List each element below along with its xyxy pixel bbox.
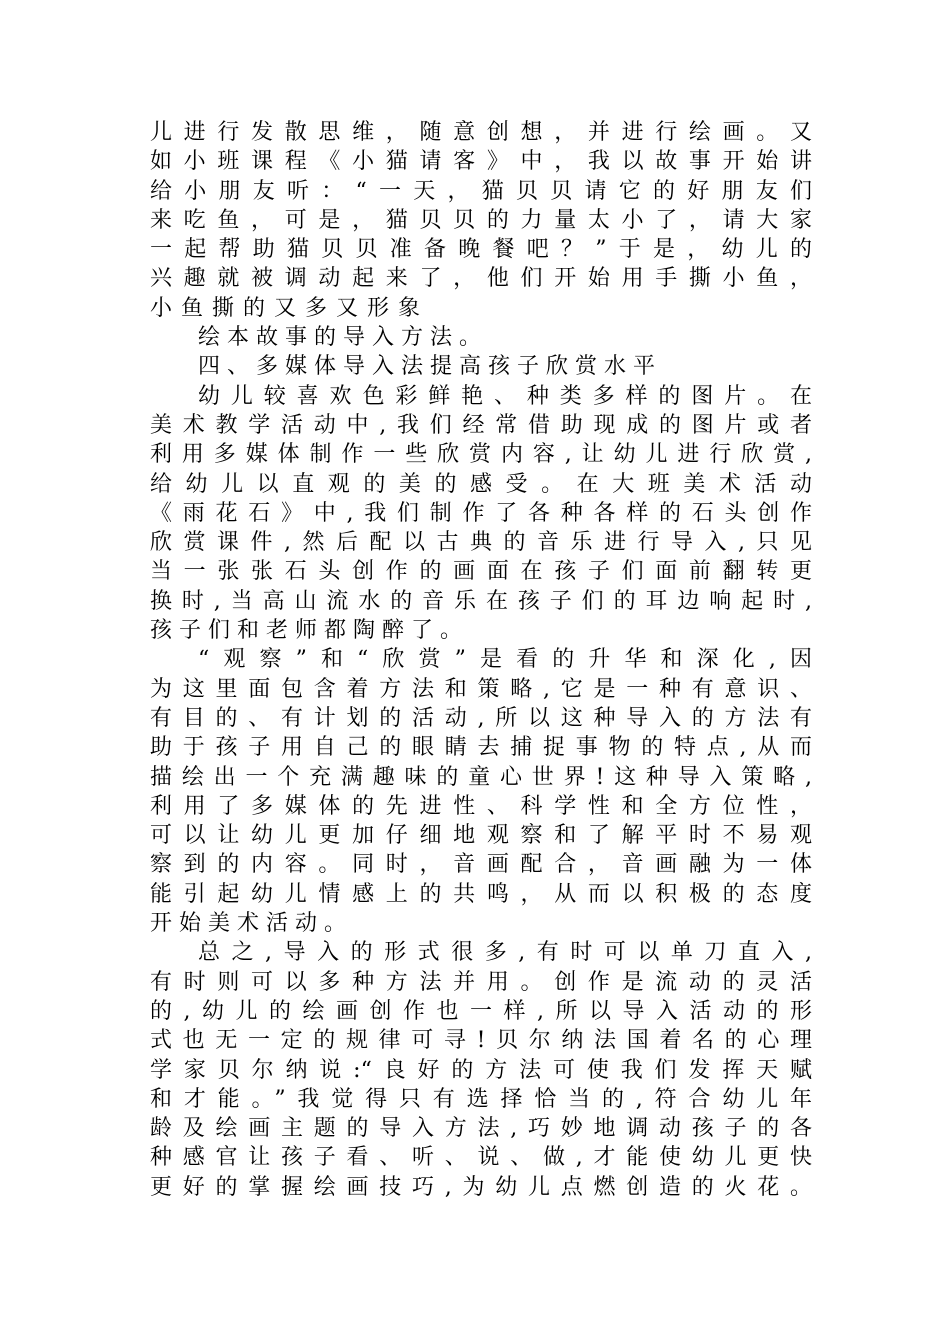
text-line: 的,幼儿的绘画创作也一样,所以导入活动的形 — [150, 998, 812, 1024]
text-line: 利用了多媒体的先进性、科学性和全方位性， — [150, 793, 812, 819]
section-heading: 四、多媒体导入法提高孩子欣赏水平 — [198, 354, 663, 380]
text-line: 更好的掌握绘画技巧,为幼儿点燃创造的火花。 — [150, 1174, 812, 1200]
text-line: 如小班课程《小猫请客》中，我以故事开始讲 — [150, 149, 812, 175]
text-line: 小鱼撕的又多又形象 — [150, 295, 430, 321]
text-line: 和才能。”我觉得只有选择恰当的,符合幼儿年 — [150, 1086, 812, 1112]
text-line: 为这里面包含着方法和策略,它是一种有意识、 — [150, 676, 812, 702]
text-line: 换时,当高山流水的音乐在孩子们的耳边响起时, — [150, 588, 812, 614]
text-line: 美术教学活动中,我们经常借助现成的图片或者 — [150, 412, 812, 438]
text-line: “观察”和“欣赏”是看的升华和深化,因 — [198, 647, 812, 673]
text-line: 有目的、有计划的活动,所以这种导入的方法有 — [150, 705, 812, 731]
text-line: 种感官让孩子看、听、说、做,才能使幼儿更快 — [150, 1145, 812, 1171]
text-line: 《雨花石》中,我们制作了各种各样的石头创作 — [150, 500, 812, 526]
body-text — [150, 118, 812, 1202]
text-line: 利用多媒体制作一些欣赏内容,让幼儿进行欣赏, — [150, 442, 812, 468]
text-line: 孩子们和老师都陶醉了。 — [150, 618, 470, 644]
text-line: 一起帮助猫贝贝准备晚餐吧？”于是，幼儿的 — [150, 237, 812, 263]
text-line: 欣赏课件,然后配以古典的音乐进行导入,只见 — [150, 530, 812, 556]
text-line: 绘本故事的导入方法。 — [198, 325, 489, 351]
text-line: 开始美术活动。 — [150, 911, 354, 937]
text-line: 兴趣就被调动起来了，他们开始用手撕小鱼， — [150, 266, 812, 292]
text-line: 学家贝尔纳说:“良好的方法可使我们发挥天赋 — [150, 1057, 812, 1083]
text-line: 描绘出一个充满趣味的童心世界!这种导入策略, — [150, 764, 812, 790]
text-line: 总之,导入的形式很多,有时可以单刀直入, — [198, 940, 812, 966]
text-line: 给小朋友听：“一天，猫贝贝请它的好朋友们 — [150, 178, 812, 204]
text-line: 有时则可以多种方法并用。创作是流动的灵活 — [150, 969, 812, 995]
text-line: 儿进行发散思维，随意创想，并进行绘画。又 — [150, 120, 812, 145]
text-line: 给幼儿以直观的美的感受。在大班美术活动 — [150, 471, 812, 497]
text-line: 龄及绘画主题的导入方法,巧妙地调动孩子的各 — [150, 1116, 812, 1142]
text-line: 来吃鱼，可是，猫贝贝的力量太小了，请大家 — [150, 207, 812, 233]
text-line: 能引起幼儿情感上的共鸣，从而以积极的态度 — [150, 881, 812, 907]
text-line: 察到的内容。同时，音画配合，音画融为一体 — [150, 852, 812, 878]
text-line: 助于孩子用自己的眼睛去捕捉事物的特点,从而 — [150, 735, 812, 761]
text-line: 幼儿较喜欢色彩鲜艳、种类多样的图片。在 — [198, 383, 812, 409]
text-line: 当一张张石头创作的画面在孩子们面前翻转更 — [150, 559, 812, 585]
text-line: 可以让幼儿更加仔细地观察和了解平时不易观 — [150, 823, 812, 849]
text-line: 式也无一定的规律可寻!贝尔纳法国着名的心理 — [150, 1028, 812, 1054]
